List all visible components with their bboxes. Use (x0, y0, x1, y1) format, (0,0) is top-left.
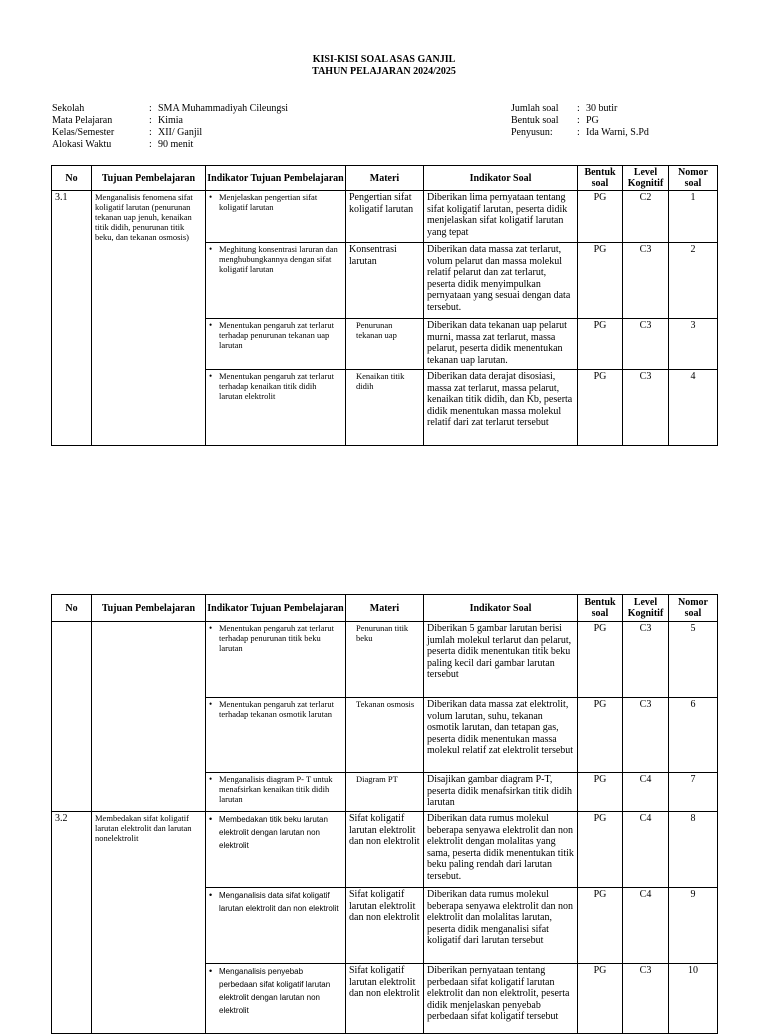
cell-level: C3 (623, 243, 669, 319)
info-label: Kelas/Semester (52, 127, 115, 138)
info-value: 30 butir (586, 103, 618, 114)
info-value: SMA Muhammadiyah Cileungsi (158, 103, 288, 114)
header-bentuk: Bentuk soal (578, 166, 623, 191)
info-label: Bentuk soal (511, 115, 559, 126)
cell-nomor: 7 (669, 773, 718, 812)
cell-indikator-tujuan: • Menganalisis data sifat koligatif larutan elektrolit dan non elektrolit (206, 888, 346, 964)
cell-level: C3 (623, 319, 669, 370)
info-right (511, 103, 649, 139)
cell-level: C3 (623, 622, 669, 698)
cell-bentuk: PG (578, 773, 623, 812)
header-tujuan: Tujuan Pembelajaran (92, 166, 206, 191)
cell-materi: Tekanan osmosis (346, 698, 424, 773)
cell-materi: Sifat koligatif larutan elektrolit dan non elektrolit (346, 812, 424, 888)
cell-indikator-tujuan: • Meghitung konsentrasi laruran dan menghubungkannya dengan sifat koligatif larutan (206, 243, 346, 319)
cell-level: C4 (623, 888, 669, 964)
cell-bentuk: PG (578, 319, 623, 370)
cell-level: C3 (623, 698, 669, 773)
cell-indikator-soal: Diberikan data rumus molekul beberapa senyawa elektrolit dan non elektrolit dengan molalitas yang sama, peserta didik menentukan titik beku paling rendah dari larutan tersebut. (424, 812, 578, 888)
info-left (52, 103, 288, 151)
cell-bentuk: PG (578, 888, 623, 964)
header-bentuk: Bentuk soal (578, 595, 623, 622)
cell-materi: Penurunan tekanan uap (346, 319, 424, 370)
cell-bentuk: PG (578, 370, 623, 446)
cell-nomor: 9 (669, 888, 718, 964)
cell-nomor: 2 (669, 243, 718, 319)
info-label: Mata Pelajaran (52, 115, 113, 126)
header-tujuan: Tujuan Pembelajaran (92, 595, 206, 622)
info-label: Alokasi Waktu (52, 139, 112, 150)
table-header-row (52, 595, 718, 622)
table-row (52, 812, 718, 888)
cell-materi: Diagram PT (346, 773, 424, 812)
cell-indikator-soal: Diberikan data rumus molekul beberapa senyawa elektrolit dan non elektrolit dan molalitas larutan, peserta didik menganalisi sifat koligatif dari larutan tersebut (424, 888, 578, 964)
cell-nomor: 8 (669, 812, 718, 888)
cell-indikator-soal: Diberikan pernyataan tentang perbedaan sifat koligatif larutan elektrolit dan non elektrolit, peserta didik menjelaskan penyebab perbedaan sifat koligatif tersebut (424, 964, 578, 1034)
kisi-table-2 (51, 594, 718, 1034)
header-level: Level Kognitif (623, 595, 669, 622)
cell-indikator-soal: Diberikan data derajat disosiasi, massa zat terlarut, massa pelarut, kenaikan titik didih, dan Kb, peserta didik menentukan massa molekul relatif dari zat terlarut tersebut (424, 370, 578, 446)
cell-bentuk: PG (578, 622, 623, 698)
cell-indikator-soal: Diberikan data massa zat terlarut, volum pelarut dan massa molekul relatif pelarut dan zat terlarut, peserta didik menyimpulkan pernyataan yang sesuai dengan data tersebut. (424, 243, 578, 319)
cell-indikator-tujuan: • Menjelaskan pengertian sifat koligatif larutan (206, 191, 346, 243)
header-no: No (52, 166, 92, 191)
cell-bentuk: PG (578, 812, 623, 888)
cell-tujuan: Menganalisis fenomena sifat koligatif larutan (penurunan tekanan uap jenuh, kenaikan titik didih, penurunan titik beku, dan tekanan osmosis) (92, 191, 206, 446)
info-row: Sekolah : SMA Muhammadiyah Cileungsi (52, 103, 288, 114)
info-row: Alokasi Waktu : 90 menit (52, 139, 194, 150)
header-indikator-tujuan: Indikator Tujuan Pembelajaran (206, 595, 346, 622)
cell-no: 3.1 (52, 191, 92, 446)
cell-materi: Kenaikan titik didih (346, 370, 424, 446)
cell-no: 3.2 (52, 812, 92, 1034)
cell-materi: Konsentrasi larutan (346, 243, 424, 319)
header-indikator-tujuan: Indikator Tujuan Pembelajaran (206, 166, 346, 191)
header-indikator-soal: Indikator Soal (424, 166, 578, 191)
header-materi: Materi (346, 166, 424, 191)
table-header-row (52, 166, 718, 191)
cell-indikator-tujuan: • Menentukan pengaruh zat terlarut terhadap penurunan tekanan uap larutan (206, 319, 346, 370)
cell-level: C4 (623, 812, 669, 888)
info-label: Jumlah soal (511, 103, 559, 114)
cell-tujuan: Membedakan sifat koligatif larutan elektrolit dan larutan nonelektrolit (92, 812, 206, 1034)
info-row: Kelas/Semester : XII/ Ganjil (52, 127, 203, 138)
cell-bentuk: PG (578, 243, 623, 319)
cell-materi: Penurunan titik beku (346, 622, 424, 698)
cell-nomor: 1 (669, 191, 718, 243)
cell-materi: Sifat koligatif larutan elektrolit dan non elektrolit (346, 964, 424, 1034)
cell-nomor: 5 (669, 622, 718, 698)
header-nomor: Nomor soal (669, 166, 718, 191)
cell-indikator-tujuan: • Membedakan titik beku larutan elektrolit dengan larutan non elektrolit (206, 812, 346, 888)
cell-level: C3 (623, 370, 669, 446)
cell-tujuan (92, 622, 206, 812)
header-level: Level Kognitif (623, 166, 669, 191)
cell-indikator-soal: Diberikan lima pernyataan tentang sifat koligatif larutan, peserta didik menjelaskan sifat koligatif larutan yang tepat (424, 191, 578, 243)
cell-bentuk: PG (578, 964, 623, 1034)
info-label: Penyusun: (511, 127, 553, 138)
cell-bentuk: PG (578, 191, 623, 243)
cell-bentuk: PG (578, 698, 623, 773)
cell-materi: Pengertian sifat koligatif larutan (346, 191, 424, 243)
info-row: Jumlah soal : 30 butir (511, 103, 618, 114)
info-value: XII/ Ganjil (158, 127, 203, 138)
info-row: Penyusun: : Ida Warni, S.Pd (511, 127, 649, 138)
info-value: Ida Warni, S.Pd (586, 127, 649, 138)
header-nomor: Nomor soal (669, 595, 718, 622)
info-value: 90 menit (158, 139, 194, 150)
cell-indikator-soal: Diberikan data tekanan uap pelarut murni, massa zat terlarut, massa pelarut, peserta didik menentukan tekanan uap larutan. (424, 319, 578, 370)
header-no: No (52, 595, 92, 622)
cell-indikator-tujuan: • Menganalisis penyebab perbedaan sifat koligatif larutan elektrolit dengan larutan non elektrolit (206, 964, 346, 1034)
table-row (52, 622, 718, 698)
cell-indikator-tujuan: • Menentukan pengaruh zat terlarut terhadap tekanan osmotik larutan (206, 698, 346, 773)
cell-indikator-soal: Diberikan 5 gambar larutan berisi jumlah molekul terlarut dan pelarut, peserta didik menentukan titik beku paling kecil dari gambar larutan tersebut (424, 622, 578, 698)
info-row: Bentuk soal : PG (511, 115, 599, 126)
cell-level: C3 (623, 964, 669, 1034)
info-value: PG (586, 115, 599, 126)
kisi-table-1 (51, 165, 718, 446)
cell-no (52, 622, 92, 812)
cell-indikator-soal: Diberikan data massa zat elektrolit, volum larutan, suhu, tekanan osmotik larutan, dan tetapan gas, peserta didik menentukan massa molekul relatif zat elektrolit tersebut (424, 698, 578, 773)
table-row (52, 191, 718, 243)
cell-nomor: 10 (669, 964, 718, 1034)
cell-indikator-soal: Disajikan gambar diagram P-T, peserta didik menafsirkan titik didih larutan (424, 773, 578, 812)
document-subtitle: TAHUN PELAJARAN 2024/2025 (312, 66, 456, 77)
cell-level: C2 (623, 191, 669, 243)
document-title: KISI-KISI SOAL ASAS GANJIL (312, 54, 456, 65)
cell-indikator-tujuan: • Menentukan pengaruh zat terlarut terhadap penurunan titik beku larutan (206, 622, 346, 698)
cell-nomor: 3 (669, 319, 718, 370)
cell-nomor: 4 (669, 370, 718, 446)
cell-indikator-tujuan: • Menentukan pengaruh zat terlarut terhadap kenaikan titik didih larutan elektrolit (206, 370, 346, 446)
cell-indikator-tujuan: • Menganalisis diagram P- T untuk menafsirkan kenaikan titik didih larutan (206, 773, 346, 812)
info-label: Sekolah (52, 103, 85, 114)
info-row: Mata Pelajaran : Kimia (52, 115, 183, 126)
header-materi: Materi (346, 595, 424, 622)
cell-level: C4 (623, 773, 669, 812)
cell-nomor: 6 (669, 698, 718, 773)
cell-materi: Sifat koligatif larutan elektrolit dan non elektrolit (346, 888, 424, 964)
header-indikator-soal: Indikator Soal (424, 595, 578, 622)
info-value: Kimia (158, 115, 183, 126)
